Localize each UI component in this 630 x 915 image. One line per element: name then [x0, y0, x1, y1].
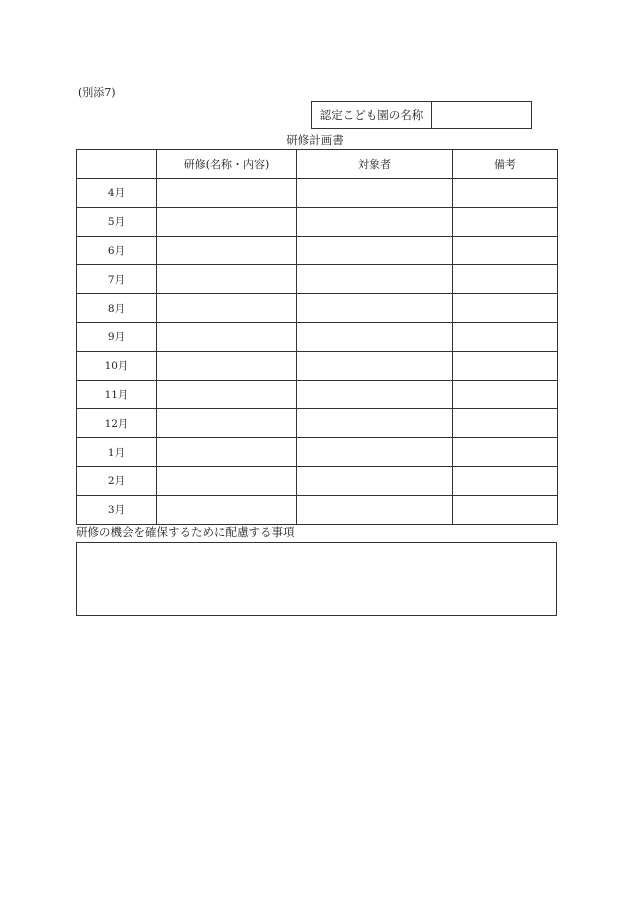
table-header-row	[77, 150, 558, 179]
target-cell[interactable]	[297, 322, 453, 351]
target-cell[interactable]	[297, 351, 453, 380]
target-cell[interactable]	[297, 466, 453, 495]
training-plan-table	[76, 149, 558, 525]
training-cell[interactable]	[157, 495, 297, 524]
month-cell: 11月	[77, 380, 157, 409]
annex-label: (別添7)	[78, 86, 116, 99]
month-cell: 4月	[77, 179, 157, 208]
month-cell: 3月	[77, 495, 157, 524]
training-cell[interactable]	[157, 207, 297, 236]
facility-name-label: 認定こども園の名称	[312, 102, 432, 128]
training-cell[interactable]	[157, 322, 297, 351]
target-cell[interactable]	[297, 409, 453, 438]
remarks-cell[interactable]	[453, 466, 558, 495]
training-cell[interactable]	[157, 294, 297, 323]
target-cell[interactable]	[297, 438, 453, 467]
remarks-cell[interactable]	[453, 236, 558, 265]
table-row	[77, 236, 558, 265]
table-row	[77, 179, 558, 208]
table-row	[77, 207, 558, 236]
table-row	[77, 409, 558, 438]
table-row	[77, 466, 558, 495]
target-cell[interactable]	[297, 380, 453, 409]
remarks-cell[interactable]	[453, 380, 558, 409]
training-cell[interactable]	[157, 236, 297, 265]
target-cell[interactable]	[297, 294, 453, 323]
month-cell: 5月	[77, 207, 157, 236]
remarks-cell[interactable]	[453, 294, 558, 323]
remarks-cell[interactable]	[453, 179, 558, 208]
document-title: 研修計画書	[286, 133, 344, 147]
table-row	[77, 265, 558, 294]
table-row	[77, 380, 558, 409]
facility-name-field[interactable]	[432, 102, 531, 128]
month-cell: 9月	[77, 322, 157, 351]
header-remarks: 備考	[453, 150, 558, 179]
month-cell: 12月	[77, 409, 157, 438]
target-cell[interactable]	[297, 179, 453, 208]
table-row	[77, 322, 558, 351]
month-cell: 10月	[77, 351, 157, 380]
training-cell[interactable]	[157, 179, 297, 208]
remarks-cell[interactable]	[453, 265, 558, 294]
remarks-cell[interactable]	[453, 207, 558, 236]
training-cell[interactable]	[157, 265, 297, 294]
month-cell: 1月	[77, 438, 157, 467]
header-training: 研修(名称・内容)	[157, 150, 297, 179]
remarks-cell[interactable]	[453, 495, 558, 524]
month-cell: 8月	[77, 294, 157, 323]
training-cell[interactable]	[157, 351, 297, 380]
target-cell[interactable]	[297, 207, 453, 236]
target-cell[interactable]	[297, 495, 453, 524]
table-row	[77, 294, 558, 323]
remarks-cell[interactable]	[453, 438, 558, 467]
training-cell[interactable]	[157, 466, 297, 495]
training-cell[interactable]	[157, 380, 297, 409]
training-cell[interactable]	[157, 438, 297, 467]
header-target: 対象者	[297, 150, 453, 179]
table-row	[77, 495, 558, 524]
header-month	[77, 150, 157, 179]
remarks-cell[interactable]	[453, 351, 558, 380]
month-cell: 2月	[77, 466, 157, 495]
facility-name-box	[311, 101, 532, 129]
table-row	[77, 438, 558, 467]
remarks-cell[interactable]	[453, 409, 558, 438]
remarks-cell[interactable]	[453, 322, 558, 351]
month-cell: 7月	[77, 265, 157, 294]
notes-label: 研修の機会を確保するために配慮する事項	[76, 525, 295, 539]
table-row	[77, 351, 558, 380]
training-cell[interactable]	[157, 409, 297, 438]
month-cell: 6月	[77, 236, 157, 265]
notes-field[interactable]	[76, 542, 557, 616]
target-cell[interactable]	[297, 265, 453, 294]
target-cell[interactable]	[297, 236, 453, 265]
